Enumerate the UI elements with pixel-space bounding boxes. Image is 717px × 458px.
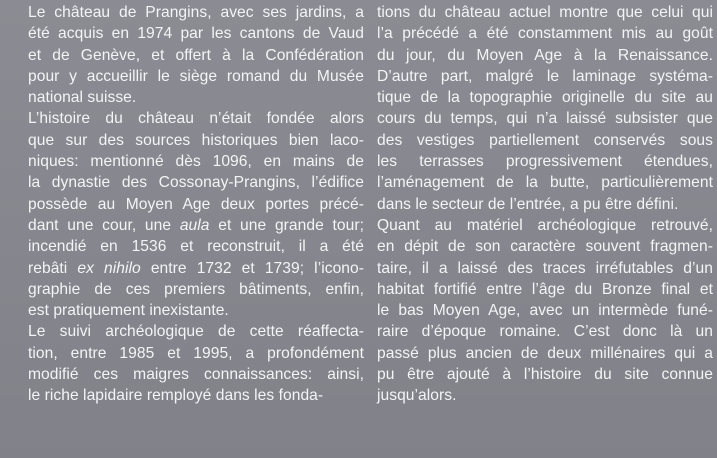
text-line xyxy=(377,385,713,406)
text-line xyxy=(377,258,713,279)
text-segment: raire d’époque romaine. C’est donc là un xyxy=(377,323,713,341)
text-line xyxy=(28,236,364,257)
text-segment: du jour, du Moyen Age à la Renaissance. xyxy=(377,46,713,64)
text-segment: taire, il a laissé des traces irréfutables d’un xyxy=(377,259,713,277)
text-line xyxy=(377,300,713,321)
text-segment: des vestiges partiellement conservés sous xyxy=(377,131,713,149)
paragraph xyxy=(28,321,364,406)
text-segment: national suisse. xyxy=(28,89,137,107)
text-line xyxy=(377,2,713,23)
text-segment: entre 1732 et 1739; l’icono- xyxy=(140,259,364,277)
text-segment: passé plus ancien de deux millénaires qui a xyxy=(377,344,713,362)
text-line xyxy=(28,172,364,193)
text-line xyxy=(377,279,713,300)
text-line xyxy=(28,194,364,215)
text-line xyxy=(377,343,713,364)
text-segment: Le suivi archéologique de cette réaffecta- xyxy=(28,323,364,341)
text-segment: dant une cour, une xyxy=(28,216,180,234)
text-segment: niques: mentionné dès 1096, en mains de xyxy=(28,153,364,171)
text-segment: le bas Moyen Age, avec un intermède funé- xyxy=(377,302,713,320)
text-line xyxy=(28,215,364,236)
text-line xyxy=(28,321,364,342)
paragraph xyxy=(28,108,364,321)
text-segment: en dépit de son caractère souvent fragmen- xyxy=(377,238,713,256)
text-line xyxy=(377,172,713,193)
text-line xyxy=(377,151,713,172)
text-line xyxy=(377,194,713,215)
paragraph xyxy=(377,2,713,215)
text-line xyxy=(28,108,364,129)
text-segment: l’a précédé a été constamment mis au goût xyxy=(377,25,713,43)
text-segment: le riche lapidaire remployé dans les fonda- xyxy=(28,387,324,405)
paragraph xyxy=(377,215,713,407)
text-line xyxy=(28,279,364,300)
paragraph xyxy=(28,2,364,108)
text-segment: habitat fortifié entre l’âge du Bronze final et xyxy=(377,280,713,298)
text-line xyxy=(377,321,713,342)
text-segment: cours du temps, qui n’a laissé subsister que xyxy=(377,110,713,128)
text-segment: les terrasses progressivement étendues, xyxy=(377,153,713,171)
text-line xyxy=(377,108,713,129)
text-segment: jusqu’alors. xyxy=(377,387,457,405)
text-line xyxy=(377,215,713,236)
text-segment: tions du château actuel montre que celui qui xyxy=(377,4,713,21)
text-segment: rebâti xyxy=(28,259,78,277)
text-line xyxy=(28,66,364,87)
text-line xyxy=(28,130,364,151)
text-column-right xyxy=(377,2,713,407)
text-segment: la dynastie des Cossonay-Prangins, l’édifice xyxy=(28,174,364,192)
text-line xyxy=(377,130,713,151)
text-line xyxy=(377,45,713,66)
text-line xyxy=(28,87,364,108)
text-line xyxy=(28,151,364,172)
text-segment: pu être ajouté à l’histoire du site connue xyxy=(377,366,713,384)
text-line xyxy=(28,45,364,66)
text-line xyxy=(377,87,713,108)
text-segment: incendié en 1536 et reconstruit, il a été xyxy=(28,238,364,256)
text-line xyxy=(28,385,364,406)
text-segment: Quant au matériel archéologique retrouvé, xyxy=(377,216,713,234)
text-segment: est pratiquement inexistante. xyxy=(28,302,229,320)
text-column-left xyxy=(28,2,364,407)
text-segment: l’aménagement de la butte, particulièrement xyxy=(377,174,713,192)
text-segment: et une grande tour; xyxy=(209,216,364,234)
text-line xyxy=(28,258,364,279)
text-line xyxy=(28,343,364,364)
text-line xyxy=(28,300,364,321)
text-line xyxy=(377,236,713,257)
text-segment: dans le secteur de l’entrée, a pu être défini. xyxy=(377,195,679,213)
text-segment: D’autre part, malgré le laminage systéma- xyxy=(377,67,713,85)
text-line xyxy=(377,66,713,87)
text-segment: tique de la topographie originelle du site au xyxy=(377,89,713,107)
text-line xyxy=(377,23,713,44)
text-line xyxy=(28,23,364,44)
text-line xyxy=(28,364,364,385)
text-segment: et de Genève, et offert à la Confédération xyxy=(28,46,364,64)
text-segment: L’histoire du château n’était fondée alors xyxy=(28,110,364,128)
text-segment: pour y accueillir le siège romand du Musée xyxy=(28,67,364,85)
text-segment: graphie de ces premiers bâtiments, enfin, xyxy=(28,280,364,298)
italic-text-segment: aula xyxy=(179,216,210,234)
italic-text-segment: ex nihilo xyxy=(77,259,141,277)
text-segment: été acquis en 1974 par les cantons de Vaud xyxy=(28,25,364,43)
text-line xyxy=(377,364,713,385)
text-segment: que sur des sources historiques bien laco- xyxy=(28,131,364,149)
text-segment: possède au Moyen Age deux portes précé- xyxy=(28,195,364,213)
text-segment: modifié ces maigres connaissances: ainsi, xyxy=(28,366,364,384)
text-segment: Le château de Prangins, avec ses jardins, a xyxy=(28,4,364,21)
text-line xyxy=(28,2,364,23)
text-segment: tion, entre 1985 et 1995, a profondément xyxy=(28,344,364,362)
